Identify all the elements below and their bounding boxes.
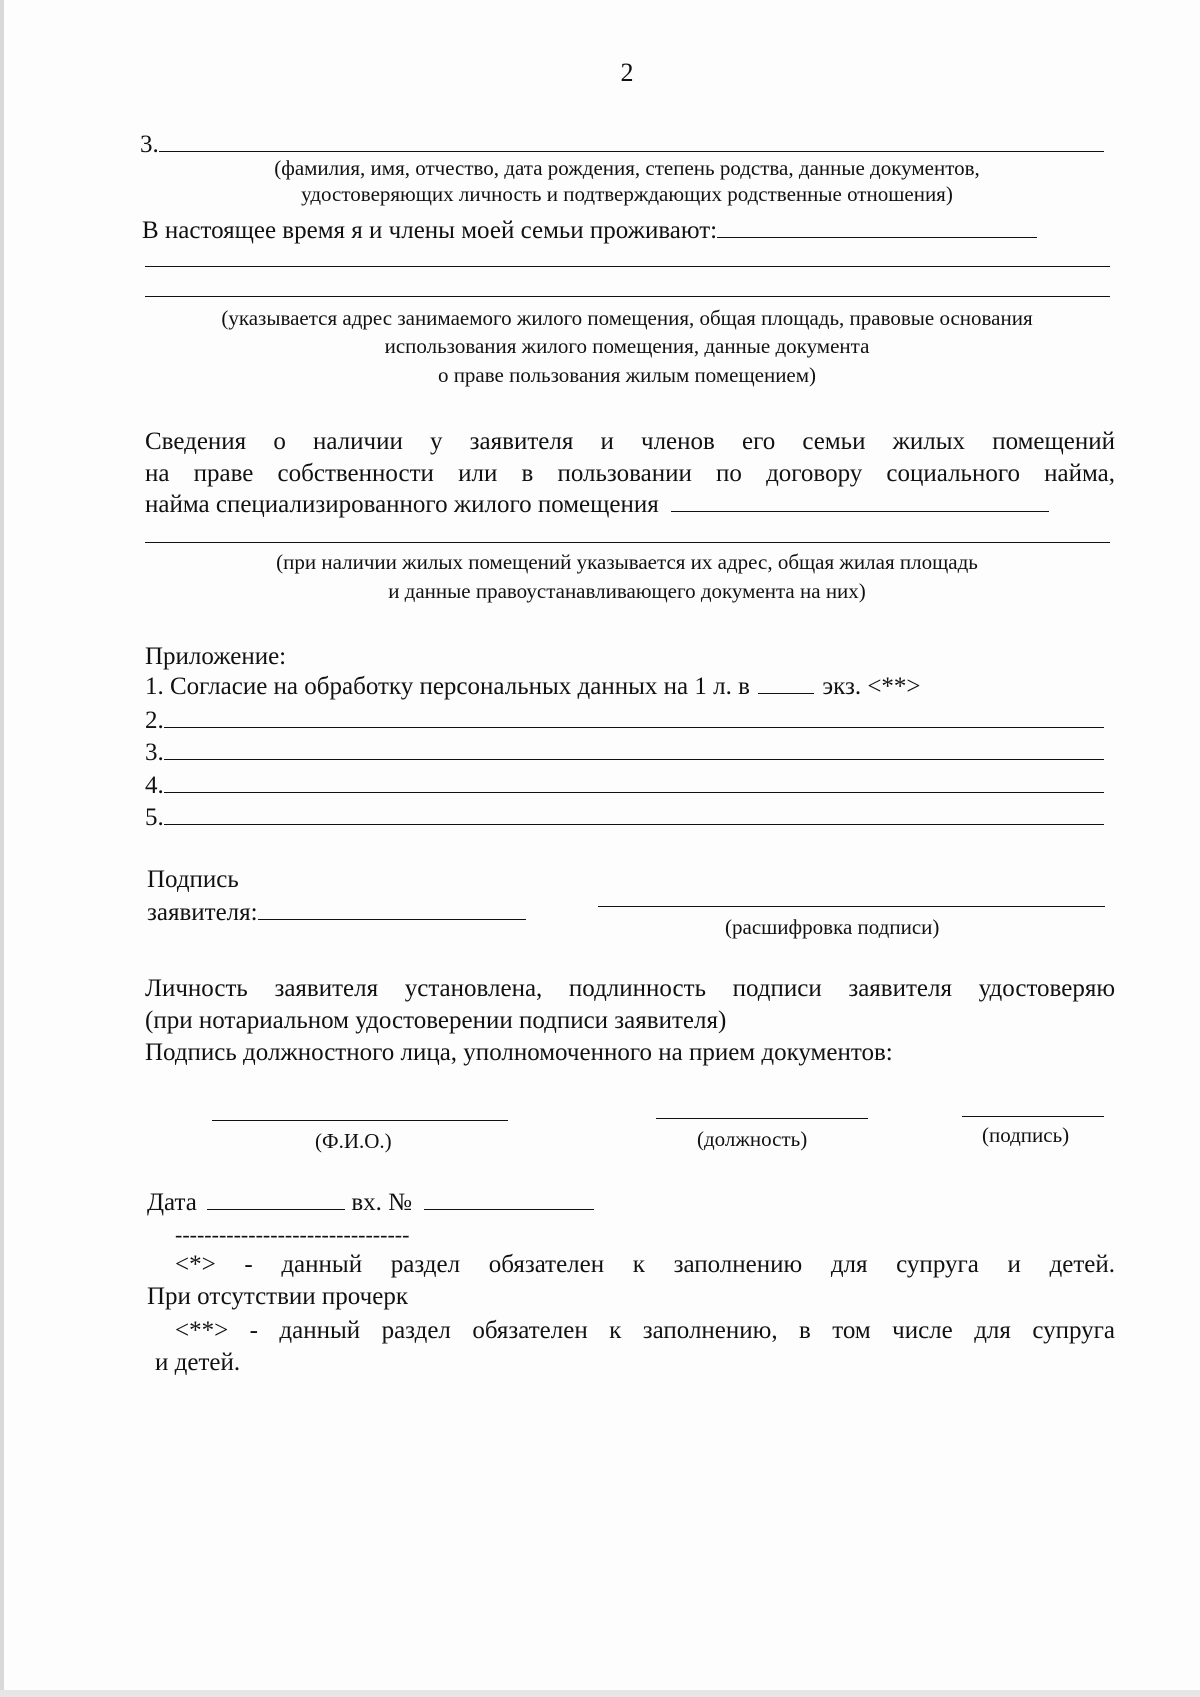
- attachment-item-1: [145, 672, 921, 702]
- property-paragraph-2: на праве собственности или в пользовании по договору социального найма,: [145, 460, 1115, 487]
- incoming-number-blank[interactable]: [424, 1209, 594, 1210]
- signature-decode-blank[interactable]: [598, 906, 1105, 907]
- copies-blank[interactable]: [758, 693, 814, 694]
- property-note-2: и данные правоустанавливающего документа на них): [388, 579, 866, 603]
- scan-edge-left: [0, 0, 4, 1697]
- property-paragraph-1: Сведения о наличии у заявителя и членов его семьи жилых помещений: [145, 428, 1115, 455]
- footnote-1-line-1: <*> - данный раздел обязателен к заполнению для супруга и детей.: [175, 1251, 1115, 1278]
- signature-decode-note: (расшифровка подписи): [725, 915, 940, 939]
- attachment-item-5-blank[interactable]: [164, 824, 1104, 825]
- attachment-item-3-blank[interactable]: [164, 759, 1104, 760]
- attachment-item-5: [145, 803, 1104, 833]
- item3-note-1: (фамилия, имя, отчество, дата рождения, степень родства, данные документов,: [274, 156, 980, 180]
- item3-note-2: удостоверяющих личность и подтверждающих родственные отношения): [301, 182, 953, 206]
- incoming-number-label: вх. №: [351, 1189, 413, 1216]
- residence-note-1: (указывается адрес занимаемого жилого помещения, общая площадь, правовые основания: [221, 306, 1033, 330]
- footnote-separator: --------------------------------: [175, 1222, 410, 1247]
- official-position-label: (должность): [697, 1127, 808, 1151]
- residence-row: [142, 216, 1037, 246]
- residence-blank-3[interactable]: [145, 296, 1110, 297]
- official-position-blank[interactable]: [656, 1118, 868, 1119]
- attachment-item-2-number: 2.: [145, 707, 164, 734]
- official-signature-label: (подпись): [982, 1123, 1070, 1147]
- applicant-signature-blank[interactable]: [258, 919, 526, 920]
- footnote-1-line-2: При отсутствии прочерк: [147, 1283, 408, 1310]
- attachment-item-4: [145, 771, 1104, 801]
- verification-line-3: Подпись должностного лица, уполномоченного на прием документов:: [145, 1039, 893, 1066]
- residence-label: В настоящее время я и члены моей семьи проживают:: [142, 217, 718, 244]
- attachment-item-4-blank[interactable]: [164, 792, 1104, 793]
- date-label: Дата: [147, 1189, 197, 1216]
- footnote-2-line-2: и детей.: [155, 1349, 241, 1376]
- attachment-item-4-number: 4.: [145, 772, 164, 799]
- verification-line-2: (при нотариальном удостоверении подписи заявителя): [145, 1007, 727, 1034]
- property-note-1: (при наличии жилых помещений указывается их адрес, общая жилая площадь: [276, 550, 978, 574]
- date-blank[interactable]: [207, 1209, 345, 1210]
- attachments-title: Приложение:: [145, 643, 287, 670]
- date-row: [147, 1188, 594, 1218]
- signature-label-2: заявителя:: [147, 899, 258, 926]
- item3-number: 3.: [140, 131, 159, 158]
- official-fio-label: (Ф.И.О.): [315, 1129, 392, 1153]
- property-row: [145, 490, 1049, 520]
- attachment-item-3-number: 3.: [145, 739, 164, 766]
- page-number: 2: [620, 58, 634, 87]
- property-blank-2[interactable]: [145, 542, 1110, 543]
- residence-note-3: о праве пользования жилым помещением): [437, 363, 817, 387]
- residence-blank-2[interactable]: [145, 266, 1110, 267]
- property-paragraph-3: найма специализированного жилого помещения: [145, 491, 659, 518]
- attachment-item-1-prefix: 1. Согласие на обработку персональных данных на 1 л. в: [145, 673, 750, 700]
- official-signature-blank[interactable]: [962, 1116, 1104, 1117]
- attachment-item-3: [145, 738, 1104, 768]
- property-blank-1[interactable]: [671, 511, 1049, 512]
- official-fio-blank[interactable]: [212, 1120, 508, 1121]
- attachment-item-2: [145, 706, 1104, 736]
- attachment-item-1-suffix: экз. <**>: [822, 673, 921, 700]
- scan-edge-bottom: [0, 1690, 1200, 1697]
- verification-line-1: Личность заявителя установлена, подлинность подписи заявителя удостоверяю: [145, 975, 1115, 1002]
- signature-row: [147, 898, 526, 928]
- footnote-2-line-1: <**> - данный раздел обязателен к заполнению, в том числе для супруга: [175, 1317, 1115, 1344]
- attachment-item-2-blank[interactable]: [164, 727, 1104, 728]
- residence-blank-1[interactable]: [717, 237, 1037, 238]
- attachment-item-5-number: 5.: [145, 804, 164, 831]
- item3-blank[interactable]: [159, 151, 1104, 152]
- signature-label-1: Подпись: [147, 866, 239, 893]
- residence-note-2: использования жилого помещения, данные документа: [384, 334, 870, 358]
